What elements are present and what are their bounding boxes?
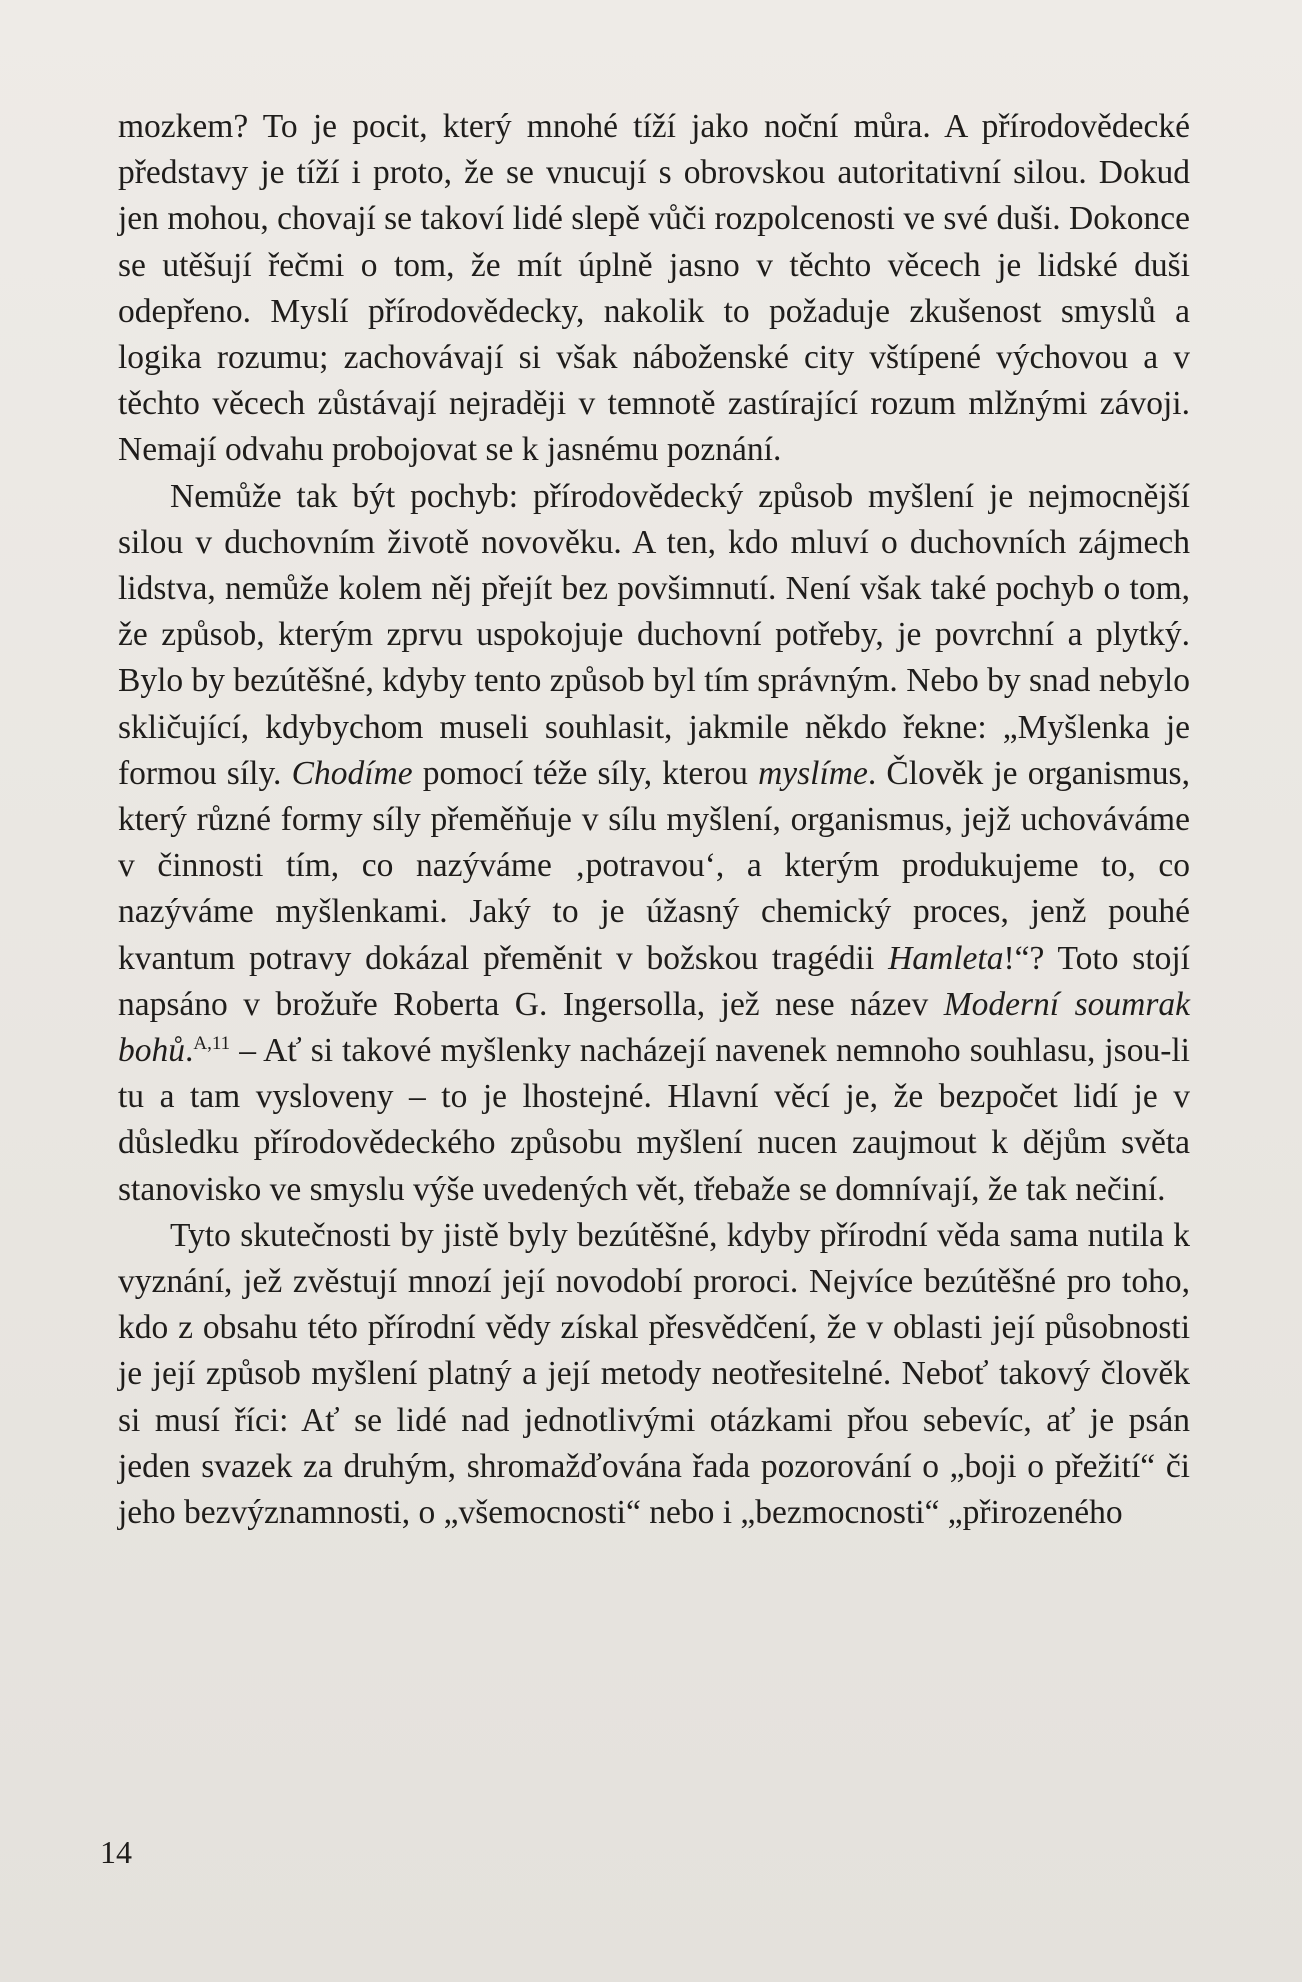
text-segment: Nemůže tak být pochyb: přírodovědecký způsob myšlení je nejmocnější silou v duchovním životě novověku. A ten, kdo mluví o duchovních zájmech lidstva, nemůže kolem něj přejít bez povšimnutí. Není však také pochyb o tom, že způsob, kterým zprvu uspokojuje duchovní potřeby, je povrchní a plytký. Bylo by bezútěšné, kdyby tento způsob byl tím správným. Nebo by snad nebylo skličující, kdybychom museli souhlasit, jakmile někdo řekne: „Myšlenka je formou síly. [118,477,1190,792]
paragraph [118,1213,1190,1536]
text-segment: pomocí téže síly, kterou [412,754,759,792]
body-text [118,104,1190,1536]
text-segment: !“? Toto stojí napsáno v brožuře Roberta G. Ingersolla, jež nese název [118,939,1190,1023]
text-segment: . [185,1032,194,1070]
italic-text: myslíme [758,754,868,792]
page-number: 14 [100,1834,132,1870]
italic-text: Hamleta [888,939,1004,977]
italic-text: Chodíme [291,754,413,792]
footnote-reference: A,11 [193,1032,231,1054]
paragraph [118,474,1190,1213]
text-segment: mozkem? To je pocit, který mnohé tíží jako noční můra. A přírodovědecké představy je tíží i proto, že se vnucují s obrovskou autoritativní silou. Dokud jen mohou, chovají se takoví lidé slepě vůči rozpolcenosti ve své duši. Dokonce se utěšují řečmi o tom, že mít úplně jasno v těchto věcech je lidské duši odepřeno. Myslí přírodovědecky, nakolik to požaduje zkušenost smyslů a logika rozumu; zachovávají si však náboženské city vštípené výchovou a v těchto věcech zůstávají nejraději v temnotě zastírající rozum mlžnými závoji. Nemají odvahu probojovat se k jasnému poznání. [118,108,1190,469]
text-segment: – Ať si takové myšlenky nacházejí navenek nemnoho souhlasu, jsou-li tu a tam vysloveny – to je lhostejné. Hlavní věcí je, že bezpočet lidí je v důsledku přírodovědeckého způsobu myšlení nucen zaujmout k dějům světa stanovisko ve smyslu výše uvedených vět, třebaže se domnívají, že tak nečiní. [118,1032,1190,1208]
paragraph [118,104,1190,474]
italic-text: Moderní soumrak bohů [118,985,1190,1070]
text-segment: . Člověk je organismus, který různé formy síly přeměňuje v sílu myšlení, organismus, jejž uchováváme v činnosti tím, co nazýváme ‚potravou‘, a kterým produkujeme to, co nazýváme myšlenkami. Jaký to je úžasný chemický proces, jenž pouhé kvantum potravy dokázal přeměnit v božskou tragédii [118,754,1190,977]
text-segment: Tyto skutečnosti by jistě byly bezútěšné, kdyby přírodní věda sama nutila k vyznání, jež zvěstují mnozí její novodobí proroci. Nejvíce bezútěšné pro toho, kdo z obsahu této přírodní vědy získal přesvědčení, že v oblasti její působnosti je její způsob myšlení platný a její metody neotřesitelné. Neboť takový člověk si musí říci: Ať se lidé nad jednotlivými otázkami přou sebevíc, ať je psán jeden svazek za druhým, shromažďována řada pozorování o „boji o přežití“ či jeho bezvýznamnosti, o „všemocnosti“ nebo i „bezmocnosti“ „přirozeného [118,1216,1190,1532]
